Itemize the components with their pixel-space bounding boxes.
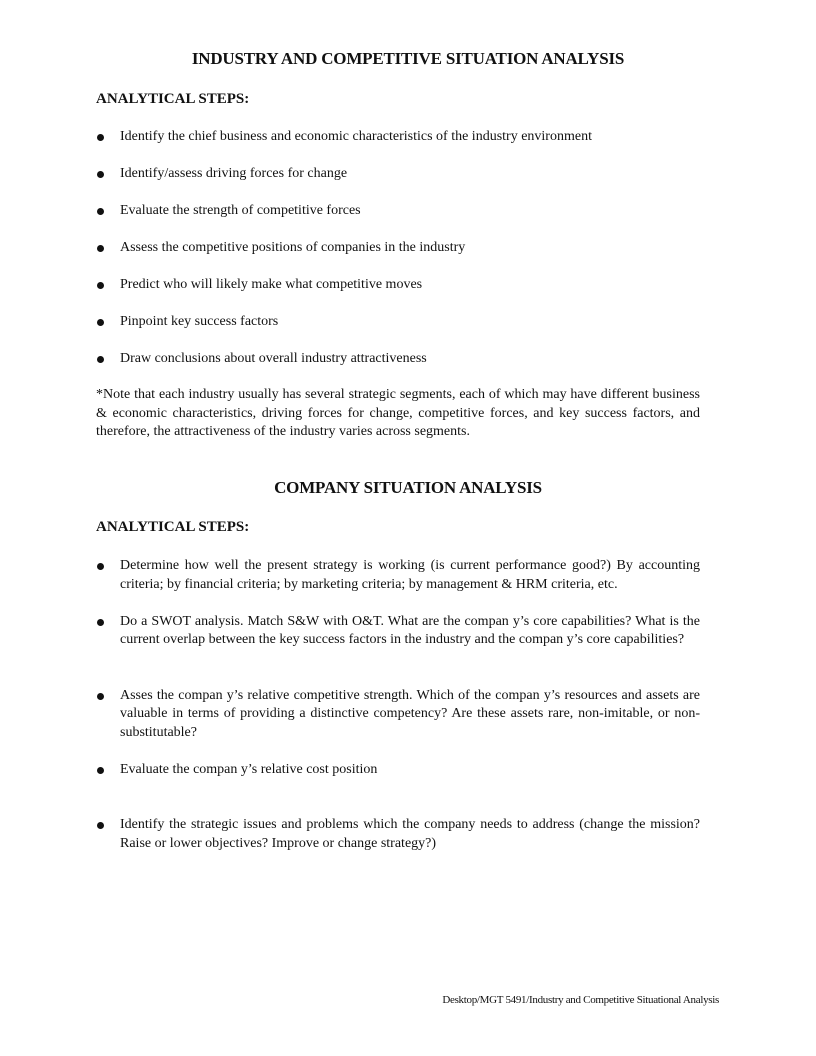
list-item: Determine how well the present strategy is working (is current performance good?) By accounting criteria; by financial criteria; by marketing criteria; by management & HRM criteria, etc. xyxy=(96,557,700,594)
list-item: Evaluate the strength of competitive forces xyxy=(96,202,700,221)
bullet-icon xyxy=(97,208,104,215)
industry-analysis-title: INDUSTRY AND COMPETITIVE SITUATION ANALYSIS xyxy=(191,49,625,68)
bullet-icon xyxy=(97,822,104,829)
bullet-icon xyxy=(97,319,104,326)
list-item: Identify the strategic issues and problems which the company needs to address (change the mission? Raise or lower objectives? Improve or change strategy?) xyxy=(96,816,700,853)
company-analysis-title: COMPANY SITUATION ANALYSIS xyxy=(274,478,542,497)
bullet-icon xyxy=(97,245,104,252)
bullet-icon xyxy=(97,134,104,141)
bullet-icon xyxy=(97,171,104,178)
list-item: Evaluate the compan y’s relative cost position xyxy=(96,761,700,780)
bullet-icon xyxy=(97,282,104,289)
bullet-icon xyxy=(97,563,104,570)
list-item: Predict who will likely make what competitive moves xyxy=(96,276,700,295)
industry-segments-note: *Note that each industry usually has several strategic segments, each of which may have different business & economic characteristics, driving forces for change, competitive forces, and key success factors, and therefore, the attractiveness of the industry varies across segments. xyxy=(96,387,700,439)
bullet-icon xyxy=(97,356,104,363)
list-item: Identify the chief business and economic characteristics of the industry environment xyxy=(96,128,700,147)
list-item: Pinpoint key success factors xyxy=(96,313,700,332)
list-item: Draw conclusions about overall industry attractiveness xyxy=(96,350,700,369)
footer-file-path: Desktop/MGT 5491/Industry and Competitive Situational Analysis xyxy=(442,994,719,1006)
list-item: Asses the compan y’s relative competitive strength. Which of the compan y’s resources and assets are valuable in terms of providing a distinctive competency? Are these assets rare, non-imitable, or non-substitutable? xyxy=(96,687,700,743)
company-steps-list xyxy=(96,557,700,853)
industry-steps-list xyxy=(96,128,700,387)
company-steps-heading: ANALYTICAL STEPS: xyxy=(96,519,250,535)
list-item: Do a SWOT analysis. Match S&W with O&T. What are the compan y’s core capabilities? What is the current overlap between the key success factors in the industry and the compan y’s core capabilities? xyxy=(96,613,700,650)
bullet-icon xyxy=(97,767,104,774)
industry-steps-heading: ANALYTICAL STEPS: xyxy=(96,91,250,107)
list-item: Assess the competitive positions of companies in the industry xyxy=(96,239,700,258)
bullet-icon xyxy=(97,619,104,626)
list-item: Identify/assess driving forces for change xyxy=(96,165,700,184)
bullet-icon xyxy=(97,693,104,700)
